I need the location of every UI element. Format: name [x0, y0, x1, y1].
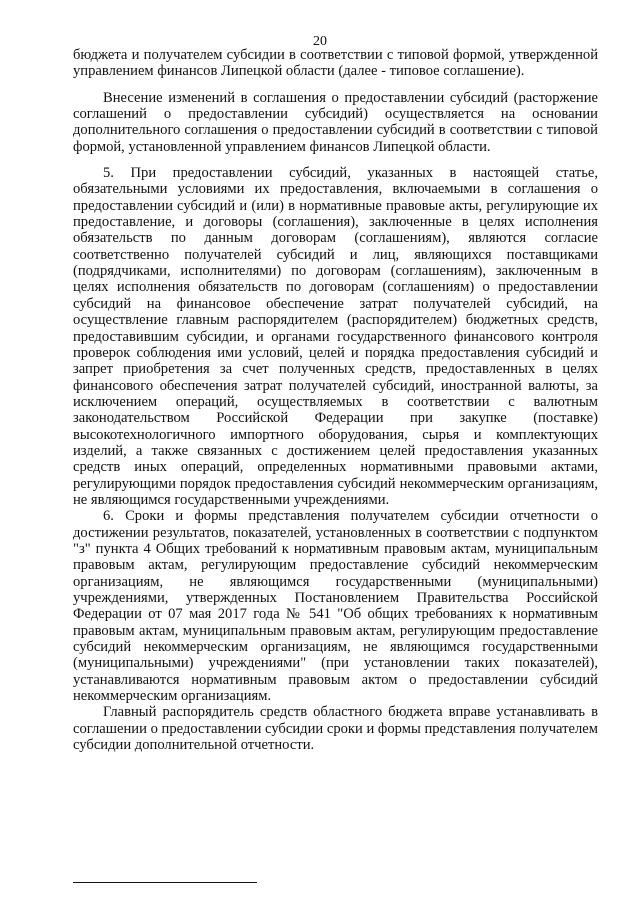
paragraph-item-5: 5. При предоставлении субсидий, указанных в настоящей статье, обязательными условиями их предоставления, включаемыми в соглашения о предоставлении субсидий и (или) в нормативные правовые акты, регулирующие их предоставление, и договоры (соглашения), заключенные в целях исполнения обязательств по данным договорам (соглашениям), являются согласие соответственно получателей субсидий и лиц, являющихся поставщиками (подрядчиками, исполнителями) по договорам (соглашениям), заключенным в целях исполнения обязательств по договорам (соглашениям) о предоставлении субсидий на финансовое обеспечение затрат получателей субсидий, на осуществление главным распорядителем (распорядителем) бюджетных средств, предоставившим субсидии, и органами государственного финансового контроля проверок соблюдения ими условий, целей и порядка предоставления субсидий и запрет приобретения за счет полученных средств, предоставленных в целях финансового обеспечения затрат получателей субсидий, иностранной валюты, за исключением операций, осуществляемых в соответствии с валютным законодательством Российской Федерации при закупке (поставке) высокотехнологичного импортного оборудования, сырья и комплектующих изделий, а также связанных с достижением целей предоставления указанных средств иных операций, определенных нормативными правовыми актами, регулирующими порядок предоставления субсидий некоммерческим организациям, не являющимся государственными учреждениями. — [73, 165, 598, 508]
footnote-divider — [73, 882, 257, 883]
paragraph-amendments: Внесение изменений в соглашения о предоставлении субсидий (расторжение соглашений о предоставлении субсидий) осуществляется на основании дополнительного соглашения о предоставлении субсидий в соответствии с типовой формой, установленной управлением финансов Липецкой области. — [73, 89, 598, 155]
paragraph-item-6: 6. Сроки и формы представления получателем субсидии отчетности о достижении результатов, показателей, установленных в соответствии с подпунктом "з" пункта 4 Общих требований к нормативным правовым актам, муниципальным правовым актам, регулирующим предоставление субсидий некоммерческим организациям, не являющимся государственными (муниципальными) учреждениями, утвержденных Постановлением Правительства Российской Федерации от 07 мая 2017 года № 541 "Об общих требованиях к нормативным правовым актам, муниципальным правовым актам, регулирующим предоставление субсидий некоммерческим организациям, не являющимся государственными (муниципальными) учреждениями" (при установлении таких показателей), устанавливаются нормативным правовым актом о предоставлении субсидий некоммерческим организациям. — [73, 508, 598, 705]
document-body — [73, 47, 598, 753]
paragraph-spacer — [73, 155, 598, 165]
paragraph-additional-reporting: Главный распорядитель средств областного бюджета вправе устанавливать в соглашении о предоставлении субсидии сроки и формы представления получателем субсидии дополнительной отчетности. — [73, 704, 598, 754]
paragraph-spacer — [73, 80, 598, 90]
paragraph-continuation: бюджета и получателем субсидии в соответствии с типовой формой, утвержденной управлением финансов Липецкой области (далее - типовое соглашение). — [73, 47, 598, 80]
page-number: 20 — [313, 34, 327, 49]
